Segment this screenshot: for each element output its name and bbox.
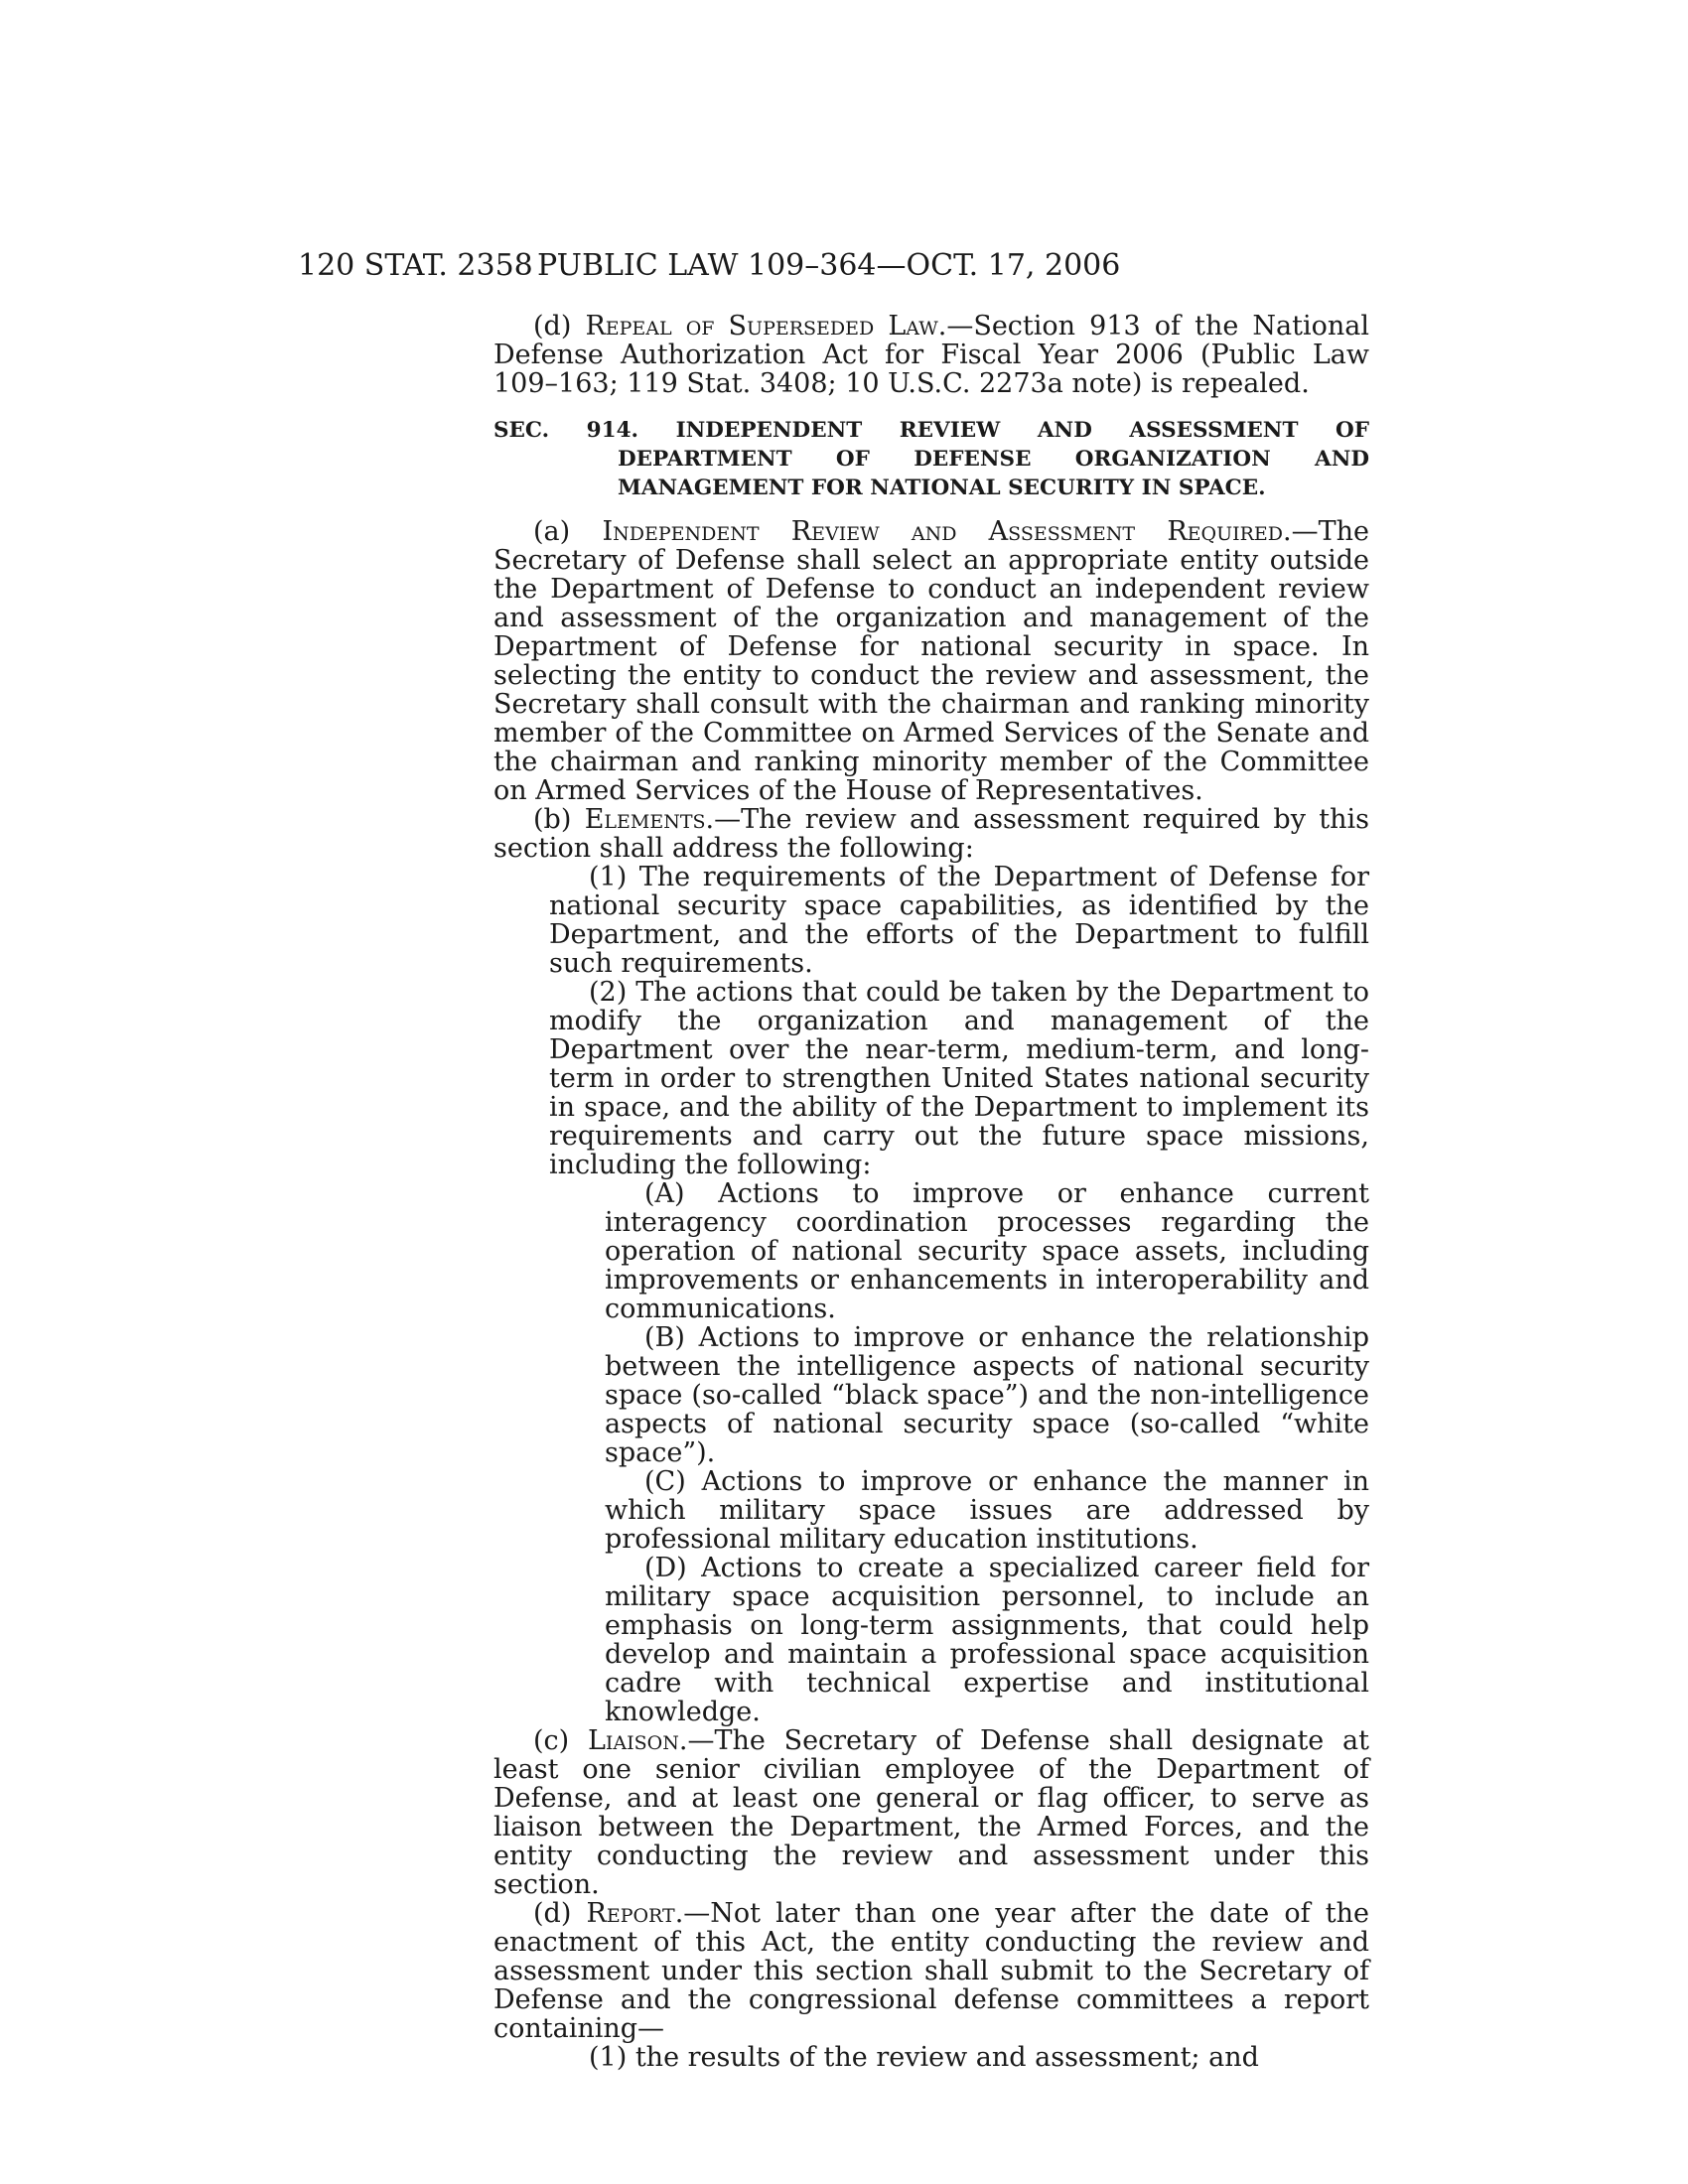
subsection-d [493,1899,1369,2043]
statute-body [493,312,1369,2072]
subsection-a [493,517,1369,805]
subparagraph-c: (C) Actions to improve or enhance the manner in which military space issues are addressed by professional military education institutions. [605,1466,1369,1555]
subsection-b-label: (b) [533,804,585,835]
subsection-a-heading: Independent Review and Assessment Required [602,516,1284,547]
subsection-b-heading: Elements [584,804,706,835]
paragraph-1: (1) The requirements of the Department of Defense for national security space capabilities, as identified by the Department, and the efforts of the Department to fulfill such requirements. [549,862,1369,979]
subsection-d-heading: Report [586,1898,675,1929]
subsection-a-text: .—The Secretary of Defense shall select an appropriate entity outside the Department of Defense to conduct an independent review and assessment of the organization and management of the Department of Defense for national security in space. In selecting the entity to conduct the review and assessment, the Secretary shall consult with the chairman and ranking minority member of the Committee on Armed Services of the Senate and the chairman and ranking minority member of the Committee on Armed Services of the House of Representatives. [493,516,1370,806]
public-law-date: PUBLIC LAW 109–364—OCT. 17, 2006 [537,248,1121,283]
repeal-heading: Repeal of Superseded Law [585,311,938,341]
subsection-b-text: .—The review and assessment required by this section shall address the following: [493,804,1370,864]
subparagraph-b: (B) Actions to improve or enhance the relationship between the intelligence aspects of national security space (so-called “black space”) and the non-intelligence aspects of national security space (so-called “white space”). [605,1322,1369,1468]
subparagraph-a: (A) Actions to improve or enhance current interagency coordination processes regarding the operation of national security space assets, including improvements or enhancements in interoperability and communications. [605,1178,1369,1324]
stat-page-number: 120 STAT. 2358 [298,248,533,283]
subsection-b [493,805,1369,863]
subsection-c-label: (c) [533,1725,588,1756]
repeal-paragraph [493,312,1369,398]
section-heading: SEC. 914. INDEPENDENT REVIEW AND ASSESSMENT OF DEPARTMENT OF DEFENSE ORGANIZATION AND MANAGEMENT FOR NATIONAL SECURITY IN SPACE. [493,418,1369,500]
subsection-c [493,1726,1369,1899]
subsection-a-label: (a) [533,516,603,547]
page-header [298,246,1370,286]
paragraph-2: (2) The actions that could be taken by the Department to modify the organization and management of the Department over the near-term, medium-term, and long-term in order to strengthen United States national security in space, and the ability of the Department to implement its requirements and carry out the future space missions, including the following: [549,977,1369,1180]
subsection-c-text: .—The Secretary of Defense shall designate at least one senior civilian employee of the Department of Defense, and at least one general or flag officer, to serve as liaison between the Department, the Armed Forces, and the entity conducting the review and assessment under this section. [493,1725,1369,1900]
repeal-text: .—Section 913 of the National Defense Authorization Act for Fiscal Year 2006 (Public Law 109–163; 119 Stat. 3408; 10 U.S.C. 2273a note) is repealed. [493,311,1369,399]
subparagraph-d: (D) Actions to create a specialized career field for military space acquisition personnel, to include an emphasis on long-term assignments, that could help develop and maintain a professional space acquisition cadre with technical expertise and institutional knowledge. [605,1553,1369,1727]
repeal-label: (d) [533,311,586,341]
subsection-d-text: .—Not later than one year after the date of the enactment of this Act, the entity conducting the review and assessment under this section shall submit to the Secretary of Defense and the congressional defense committees a report containing— [493,1898,1370,2044]
report-paragraph-1: (1) the results of the review and assessment; and [589,2042,1259,2073]
subsection-c-heading: Liaison [587,1725,679,1756]
subsection-d-label: (d) [533,1898,587,1929]
